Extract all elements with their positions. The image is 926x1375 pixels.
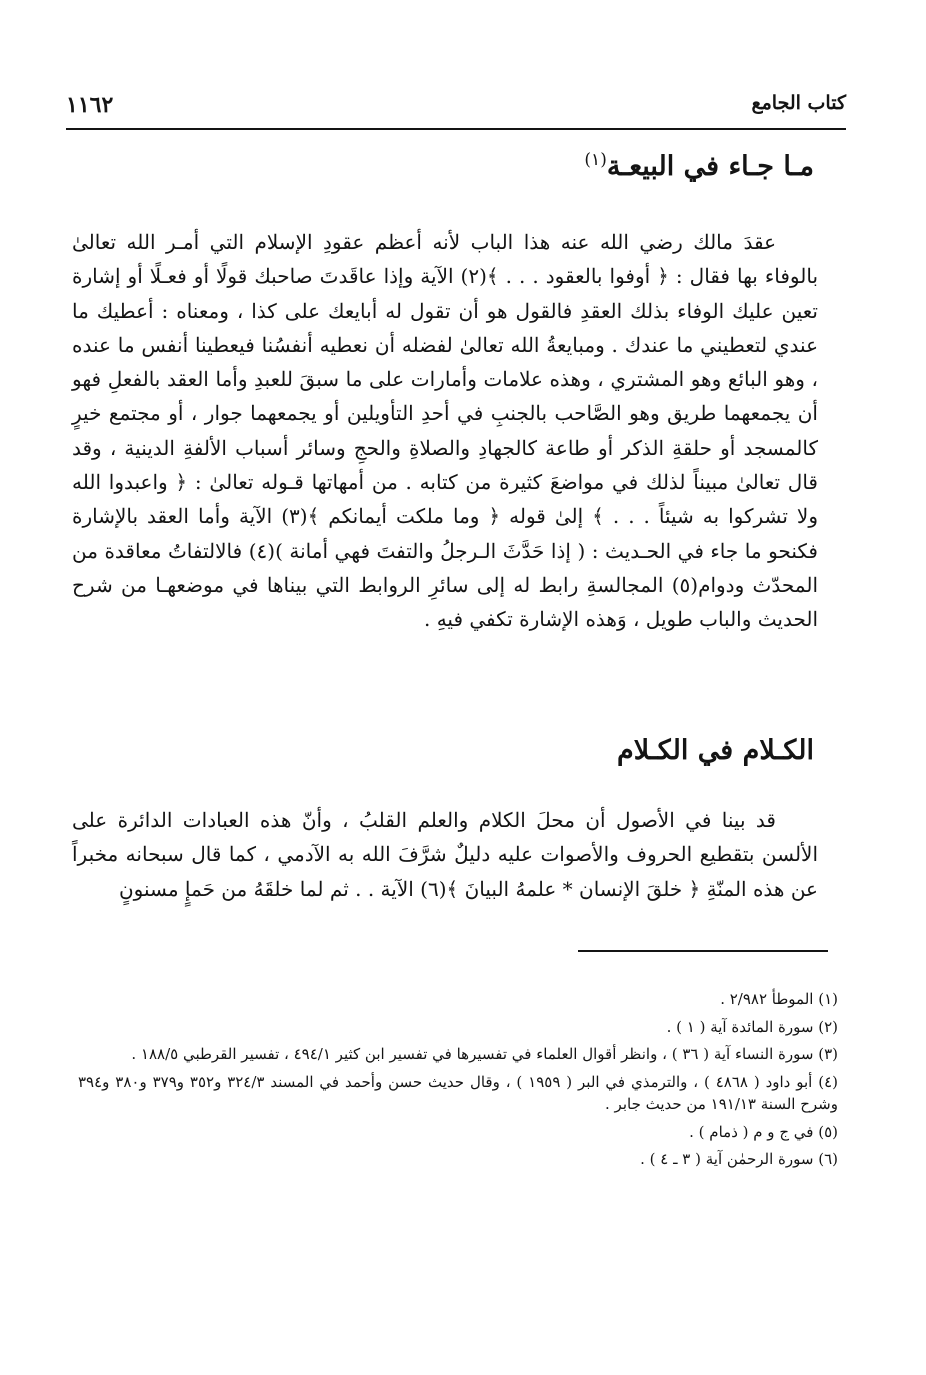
- section-body-kalam: [72, 803, 818, 906]
- running-title: كتاب الجامع: [751, 92, 846, 114]
- footnote: (٥) في ج و م ( ذمام ) .: [689, 1122, 838, 1141]
- footnote: (٣) سورة النساء آية ( ٣٦ ) ، وانظر أقوال العلماء في تفسيرها في تفسير ابن كثير ٤٩٤/١ ، تفسير القرطبي ١٨٨/٥ .: [131, 1045, 838, 1063]
- footnote: (٢) سورة المائدة آية ( ١ ) .: [666, 1017, 838, 1036]
- footnote: (٦) سورة الرحمٰن آية ( ٣ ـ ٤ ) .: [640, 1150, 838, 1168]
- section-title: مـا جـاء في البيعـة: [606, 151, 814, 182]
- section-heading-kalam: [617, 735, 814, 766]
- footnotes: [78, 988, 838, 1176]
- footnote: (١) الموطأ ٢/٩٨٢ .: [720, 990, 838, 1008]
- paragraph: قد بينا في الأصول أن محلَ الكلام والعلم القلبُ ، وأنّ هذه العبادات الدائرة على الألسن بتقطيع الحروف والأصوات عليه دليلٌ شرَّفَ الله به الآدمي ، كما قال سبحانه مخبراً عن هذه المنّةِ ﴿ خلقَ الإنسان * علمهُ البيانَ ﴾(٦) الآية . . ثم لما خلقَهُ من حَمإٍ مسنونٍ: [72, 808, 818, 901]
- section-heading-bay-ah: [584, 150, 814, 182]
- footnote-ref: (١): [584, 150, 607, 170]
- header-rule: [66, 128, 846, 130]
- footnote: (٤) أبو داود ( ٤٨٦٨ ) ، والترمذي في البر ( ١٩٥٩ ) ، وقال حديث حسن وأحمد في المسند ٣٢٤/٣ و٣٥٢ و٣٧٩ و٣٨٠ و٣٩٤ وشرح السنة ١٩١/١٣ من حديث جابر .: [78, 1072, 838, 1113]
- footnote-separator: [578, 950, 828, 952]
- section-body-bay-ah: [72, 225, 818, 637]
- paragraph: عقدَ مالك رضي الله عنه هذا الباب لأنه أعظم عقودِ الإسلام التي أمـر الله تعالىٰ بالوفاء بها فقال : ﴿ أوفوا بالعقود . . . ﴾(٢) الآية وإذا عاقَدتَ صاحبك قولًا أو فعـلًا أو إشارة تعين عليك الوفاء بذلك العقدِ فالقول هو أن تقول له أبايعك على كذا ، ومعناه : أعطيك ما عندي لتعطيني ما عندك . ومبايعةُ الله تعالىٰ لفضله أن نعطيه أنفسُنا فيعطينا أنفس ما عنده ، وهو البائع وهو المشتري ، وهذه علامات وأمارات على ما سبقَ للعبدِ وأما العقد بالفعلِ فهو أن يجمعهما طريق وهو الصَّاحب بالجنبِ في أحدِ التأويلين أو يجمعهما جوار ، أو مجتمع خيرٍ كالمسجد أو حلقةِ الذكر أو طاعة كالجهادِ والصلاةِ والحجِ وسائر أسباب الألفةِ الدينية ، وقد قال تعالىٰ مبيناً لذلك في مواضعَ كثيرة من كتابه . من أمهاتها قـوله تعالىٰ : ﴿ واعبدوا الله ولا تشركوا به شيئاً . . . ﴾ إلىٰ قوله ﴿ وما ملكت أيمانكم ﴾(٣) الآية وأما العقد بالإشارة فكنحو ما جاء في الحـديث : ( إذا حَدَّثَ الـرجلُ والتفتَ فهي أمانة )(٤) فالالتفاتُ معاقدة من المحدّث ودوام(٥) المجالسةِ رابط له إلى سائرِ الروابط التي بيناها في موضعهـا من شرح الحديث والباب طويل ، وَهذه الإشارة تكفي فيهِ .: [72, 230, 819, 632]
- running-header: [66, 92, 846, 128]
- section-title: الكـلام في الكـلام: [617, 735, 814, 766]
- page-number: ١١٦٢: [66, 92, 114, 118]
